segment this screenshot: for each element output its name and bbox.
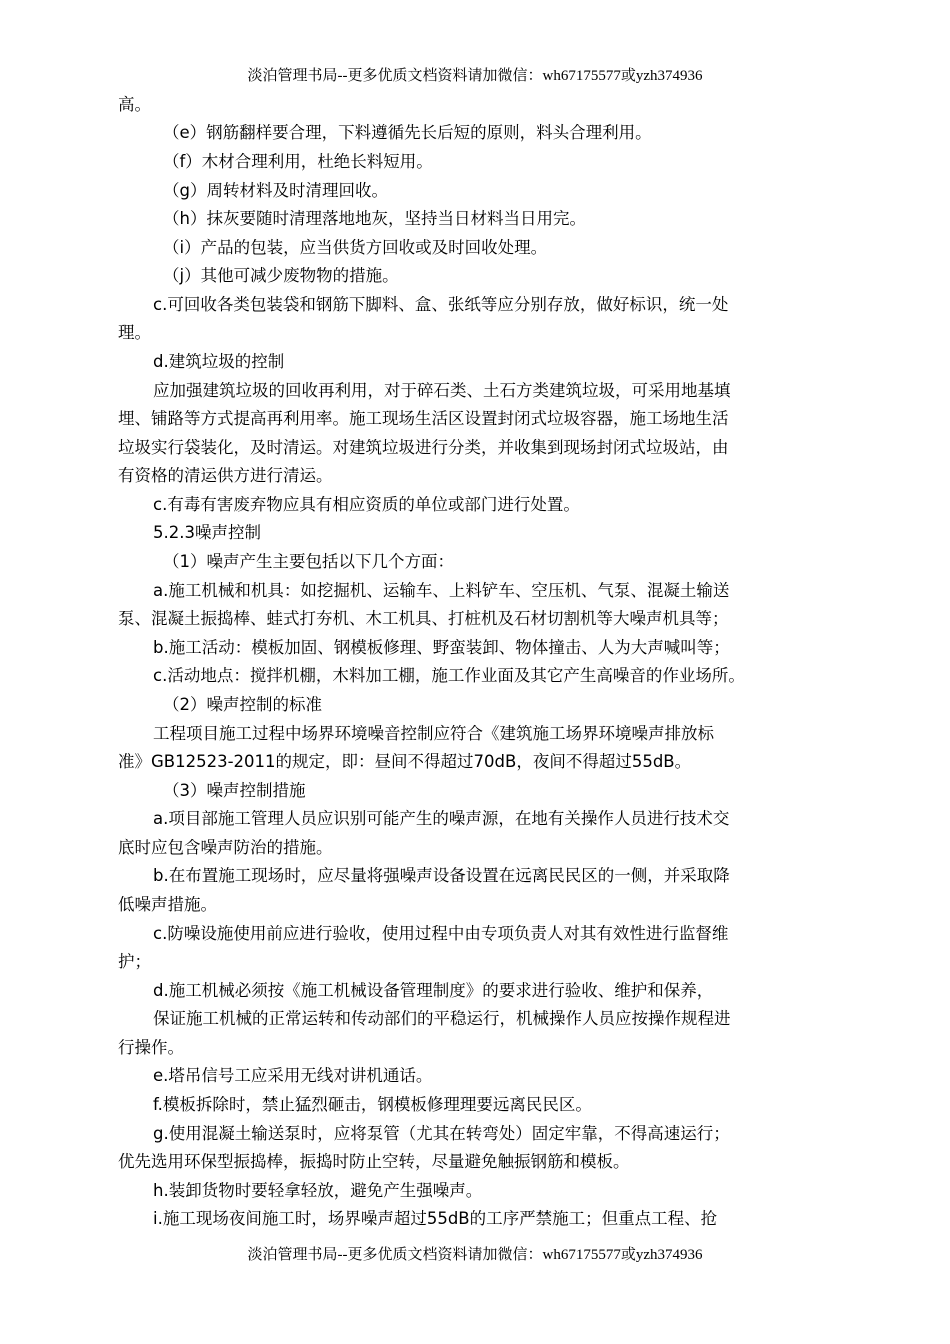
text-line: 低噪声措施。 [118, 895, 217, 914]
text-line: e.塔吊信号工应采用无线对讲机通话。 [153, 1066, 433, 1085]
section-heading: （3）噪声控制措施 [163, 781, 306, 800]
text-line: f.模板拆除时，禁止猛烈砸击，钢模板修理理要远离民民区。 [153, 1095, 592, 1114]
section-heading: d.建筑垃圾的控制 [153, 352, 285, 371]
text-line: b.在布置施工现场时，应尽量将强噪声设备设置在远离民民区的一侧，并采取降 [153, 866, 730, 885]
text-line: a.施工机械和机具：如挖掘机、运输车、上料铲车、空压机、气泵、混凝土输送 [153, 581, 730, 600]
text-line: 保证施工机械的正常运转和传动部们的平稳运行，机械操作人员应按操作规程进 [153, 1009, 731, 1028]
text-line: i.施工现场夜间施工时，场界噪声超过55dB的工序严禁施工；但重点工程、抢 [153, 1209, 718, 1228]
text-line: 有资格的清运供方进行清运。 [118, 466, 333, 485]
text-line: d.施工机械必须按《施工机械设备管理制度》的要求进行验收、维护和保养， [153, 981, 714, 1000]
text-line: 准》GB12523-2011的规定，即：昼间不得超过70dB，夜间不得超过55dB。 [118, 752, 692, 771]
text-line: c.可回收各类包装袋和钢筋下脚料、盒、张纸等应分别存放，做好标识，统一处 [153, 295, 729, 314]
text-line: 底时应包含噪声防治的措施。 [118, 838, 333, 857]
text-line: 泵、混凝土振捣棒、蛙式打夯机、木工机具、打桩机及石材切割机等大噪声机具等； [118, 609, 729, 628]
text-line: 高。 [118, 95, 151, 114]
section-heading: 5.2.3噪声控制 [153, 523, 261, 542]
text-line: （g）周转材料及时清理回收。 [163, 181, 388, 200]
text-line: （i）产品的包装，应当供货方回收或及时回收处理。 [163, 238, 548, 257]
text-line: c.活动地点：搅拌机棚，木料加工棚，施工作业面及其它产生高噪音的作业场所。 [153, 666, 745, 685]
text-line: （j）其他可减少废物物的措施。 [163, 266, 399, 285]
text-line: b.施工活动：模板加固、钢模板修理、野蛮装卸、物体撞击、人为大声喊叫等； [153, 638, 730, 657]
text-line: 应加强建筑垃圾的回收再利用，对于碎石类、土石方类建筑垃圾，可采用地基填 [153, 381, 731, 400]
text-line: 优先选用环保型振捣棒，振捣时防止空转，尽量避免触振钢筋和模板。 [118, 1152, 630, 1171]
text-line: （f）木材合理利用，杜绝长料短用。 [163, 152, 433, 171]
text-line: 工程项目施工过程中场界环境噪音控制应符合《建筑施工场界环境噪声排放标 [153, 724, 714, 743]
text-line: 理。 [118, 323, 151, 342]
text-line: （e）钢筋翻样要合理，下料遵循先长后短的原则，料头合理利用。 [163, 123, 652, 142]
text-line: （1）噪声产生主要包括以下几个方面： [163, 552, 454, 571]
page-footer: 淡泊管理书局--更多优质文档资料请加微信：wh67175577或yzh374936 [247, 1247, 703, 1263]
text-line: c.防噪设施使用前应进行验收，使用过程中由专项负责人对其有效性进行监督维 [153, 924, 729, 943]
text-line: （h）抹灰要随时清理落地地灰，坚持当日材料当日用完。 [163, 209, 586, 228]
text-line: 行操作。 [118, 1038, 184, 1057]
text-line: c.有毒有害废弃物应具有相应资质的单位或部门进行处置。 [153, 495, 580, 514]
text-line: 垃圾实行袋装化，及时清运。对建筑垃圾进行分类，并收集到现场封闭式垃圾站，由 [118, 438, 729, 457]
text-line: g.使用混凝土输送泵时，应将泵管（尤其在转弯处）固定牢靠，不得高速运行； [153, 1124, 730, 1143]
text-line: 护； [118, 952, 151, 971]
section-heading: （2）噪声控制的标准 [163, 695, 322, 714]
text-line: 埋、铺路等方式提高再利用率。施工现场生活区设置封闭式垃圾容器，施工场地生活 [118, 409, 729, 428]
text-line: a.项目部施工管理人员应识别可能产生的噪声源，在地有关操作人员进行技术交 [153, 809, 730, 828]
page-header: 淡泊管理书局--更多优质文档资料请加微信：wh67175577或yzh374936 [247, 68, 703, 84]
text-line: h.装卸货物时要轻拿轻放，避免产生强噪声。 [153, 1181, 483, 1200]
